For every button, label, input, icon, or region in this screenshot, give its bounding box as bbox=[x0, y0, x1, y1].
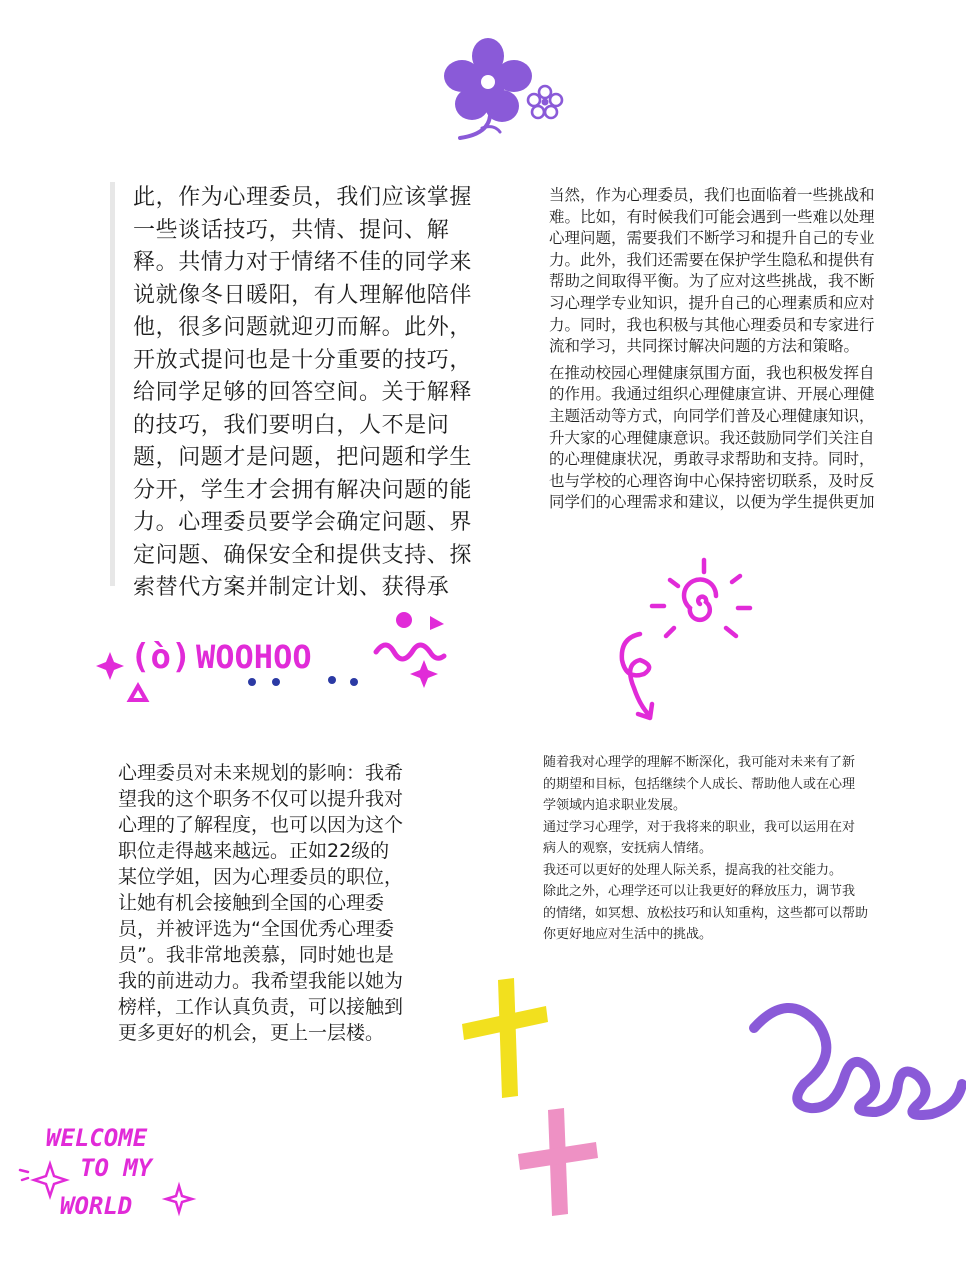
line: 题，问题才是问题，把问题和学生 bbox=[133, 445, 473, 470]
text-block-right-top bbox=[549, 185, 901, 512]
purple-squiggle-doodle-icon bbox=[748, 994, 966, 1134]
line: 分开，学生才会拥有解决问题的能 bbox=[133, 477, 473, 503]
welcome-line-2: TO MY bbox=[80, 1154, 153, 1182]
line: 开放式提问也是十分重要的技巧， bbox=[133, 347, 473, 373]
swirl-arrow-doodle-icon bbox=[610, 628, 670, 728]
yellow-cross-doodle-icon bbox=[458, 976, 550, 1100]
line: 一些谈话技巧，共情、提问、解 bbox=[133, 217, 450, 243]
line: 此，作为心理委员，我们应该掌握 bbox=[133, 185, 473, 210]
line: 释。共情力对于情绪不佳的同学来 bbox=[133, 250, 473, 275]
woohoo-sticker bbox=[92, 606, 458, 710]
line: 的技巧，我们要明白，人不是问 bbox=[133, 412, 450, 438]
paragraph: 当然，作为心理委员，我们也面临着一些挑战和 难。比如，有时候我们可能会遇到一些难以处理 心理问题，需要我们不断学习和提升自己的专业 力。此外，我们还需要在保护学生隐私和提供有 帮助之间取得平衡。为了应对这些挑战，我不断 习心理学专业知识，提升自己的心理素质和应对 力。同时，我也积极与其他心理委员和专家进行 流和学习，共同探讨解决问题的方法和策略。 bbox=[549, 186, 875, 356]
welcome-sticker bbox=[16, 1118, 196, 1228]
line: 定问题、确保安全和提供支持、探 bbox=[133, 542, 473, 568]
text-block-left-bottom bbox=[118, 760, 458, 1046]
line: 说就像冬日暖阳，有人理解他陪伴 bbox=[133, 282, 473, 308]
svg-text:(ὸ): (ὸ) bbox=[130, 637, 192, 677]
paragraph: 心理委员对未来规划的影响：我希 望我的这个职务不仅可以提升我对 心理的了解程度，也可以因为这个 职位走得越来越远。正如22级的 某位学姐，因为心理委员的职位， 让她有机会接触到全国的心理委 员，并被评选为“全国优秀心理委 员”。我非常地羡慕，同时她也是 我的前进动力。我希望我能以她为 榜样，工作认真负责，可以接触到 更多更好的机会，更上一层楼。 bbox=[118, 762, 404, 1044]
small-flower-doodle-icon bbox=[526, 84, 564, 120]
paragraph: 在推动校园心理健康氛围方面，我也积极发挥自 的作用。我通过组织心理健康宣讲、开展心理健 主题活动等方式，向同学们普及心理健康知识， 升大家的心理健康意识。我还鼓励同学们关注自 的心理健康状况，勇敢寻求帮助和支持。同时， 也与学校的心理咨询中心保持密切联系，及时反 同学们的心理需求和建议，以便为学生提供更加 bbox=[549, 363, 875, 512]
line: 力。心理委员要学会确定问题、界 bbox=[133, 510, 473, 535]
line: 给同学足够的回答空间。关于解释 bbox=[133, 380, 473, 405]
pink-cross-doodle-icon bbox=[514, 1106, 600, 1218]
line: 他，很多问题就迎刃而解。此外， bbox=[133, 315, 473, 340]
woohoo-text: WOOHOO bbox=[196, 638, 312, 676]
paragraph: 随着我对心理学的理解不断深化，我可能对未来有了新 的期望和目标，包括继续个人成长、帮助他人或在心理 学领域内追求职业发展。 通过学习心理学，对于我将来的职业，我可以运用在对 病人的观察，安抚病人情绪。 我还可以更好的处理人际关系，提高我的社交能力。 除此之外，心理学还可以让我更好的释放压力，调节我 的情绪，如冥想、放松技巧和认知重构，这些都可以帮助 你更好地应对生活中的挑战。 bbox=[543, 755, 869, 942]
welcome-line-3: WORLD bbox=[60, 1192, 133, 1220]
text-block-left-top bbox=[110, 182, 488, 600]
welcome-line-1: WELCOME bbox=[46, 1124, 148, 1152]
text-block-right-bottom bbox=[543, 752, 903, 946]
line: 索替代方案并制定计划、获得承 bbox=[133, 575, 450, 600]
